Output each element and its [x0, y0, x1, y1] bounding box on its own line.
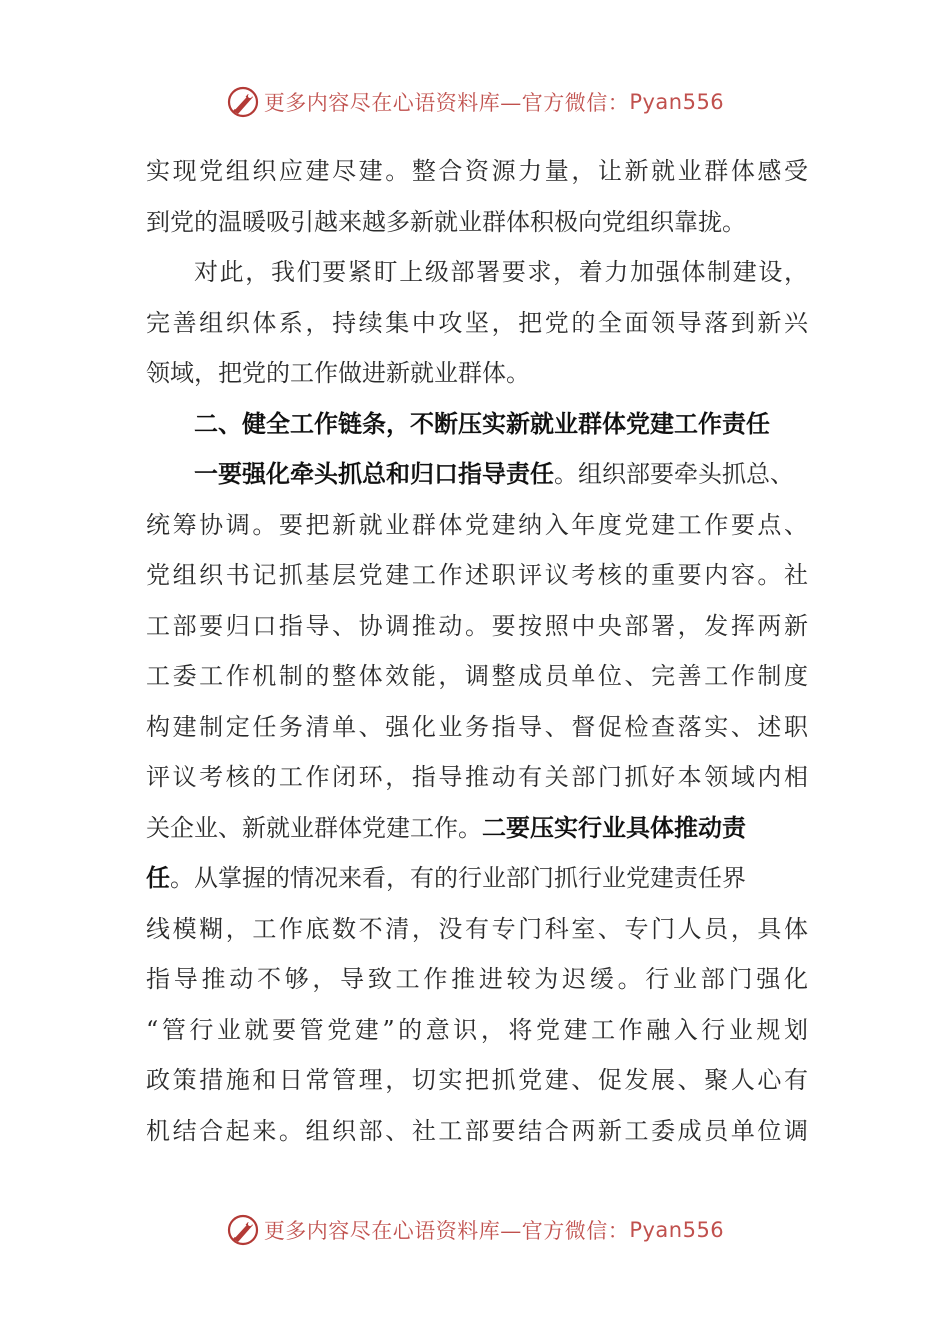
- text-line: 到党的温暖吸引越来越多新就业群体积极向党组织靠拢。: [146, 207, 746, 236]
- text-line: [146, 803, 808, 854]
- text-span: 关企业、新就业群体党建工作。: [146, 813, 482, 842]
- text-line: 实现党组织应建尽建。整合资源力量，让新就业群体感受: [146, 157, 808, 185]
- pen-nib-logo-icon: [226, 1213, 260, 1247]
- text-line: 构建制定任务清单、强化业务指导、督促检查落实、述职: [146, 712, 808, 741]
- text-span: 。从掌握的情况来看，有的行业部门抓行业党建责任界: [170, 864, 746, 892]
- text-line: 统筹协调。要把新就业群体党建纳入年度党建工作要点、: [146, 510, 808, 539]
- text-line: 机结合起来。组织部、社工部要结合两新工委成员单位调: [146, 1116, 808, 1145]
- text-line: 评议考核的工作闭环，指导推动有关部门抓好本领域内相: [146, 763, 808, 791]
- text-line: 线模糊，工作底数不清，没有专门科室、专门人员，具体: [146, 914, 808, 943]
- footer-banner: [0, 1210, 950, 1250]
- header-banner: [0, 82, 950, 122]
- text-span: 。组织部要牵头抓总、: [554, 460, 794, 488]
- header-wechat-id: Pyan556: [629, 90, 725, 114]
- text-line: 党组织书记抓基层党建工作述职评议考核的重要内容。社: [146, 561, 808, 589]
- bold-lead: 任: [146, 863, 170, 892]
- text-line: [146, 449, 808, 500]
- pen-nib-logo-icon: [226, 85, 260, 119]
- bold-lead: 二要压实行业具体推动责: [482, 812, 746, 842]
- section-heading: 二、健全工作链条，不断压实新就业群体党建工作责任: [194, 408, 770, 438]
- text-line: 工委工作机制的整体效能，调整成员单位、完善工作制度: [146, 662, 808, 690]
- document-body: [146, 146, 808, 1156]
- footer-wechat-id: Pyan556: [629, 1218, 725, 1242]
- text-line: [146, 853, 808, 904]
- text-line: 领域，把党的工作做进新就业群体。: [146, 359, 530, 387]
- header-banner-text: 更多内容尽在心语资料库—官方微信：: [263, 91, 630, 115]
- text-line: 工部要归口指导、协调推动。要按照中央部署，发挥两新: [146, 611, 808, 640]
- text-line: 完善组织体系，持续集中攻坚，把党的全面领导落到新兴: [146, 308, 808, 337]
- text-line: “管行业就要管党建”的意识，将党建工作融入行业规划: [146, 1015, 808, 1044]
- text-line: 对此，我们要紧盯上级部署要求，着力加强体制建设，: [194, 258, 808, 286]
- bold-lead: 一要强化牵头抓总和归口指导责任: [194, 459, 554, 488]
- text-line: 指导推动不够，导致工作推进较为迟缓。行业部门强化: [146, 965, 808, 993]
- text-line: 政策措施和日常管理，切实把抓党建、促发展、聚人心有: [146, 1066, 808, 1094]
- footer-banner-text: 更多内容尽在心语资料库—官方微信：: [263, 1219, 630, 1243]
